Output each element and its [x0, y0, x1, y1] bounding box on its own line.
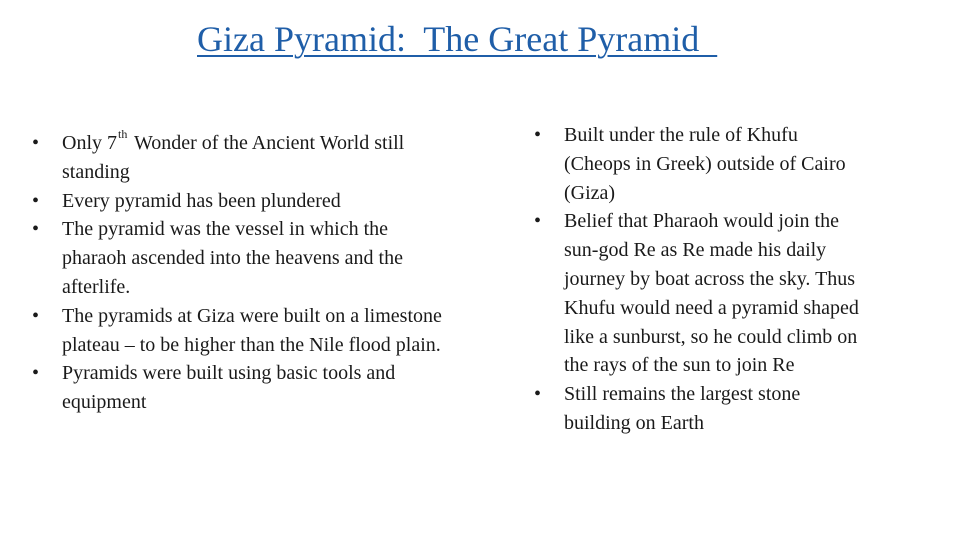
list-item-text: The pyramids at Giza were built on a limestone plateau – to be higher than the Nile flood plain. — [62, 304, 442, 356]
ordinal-suffix: th — [118, 127, 128, 142]
list-item-text: Still remains the largest stone building on Earth — [564, 383, 801, 434]
list-item — [32, 215, 452, 301]
bullet-icon: • — [32, 132, 40, 154]
list-item-text: The pyramid was the vessel in which the pharaoh ascended into the heavens and the afterlife. — [62, 218, 403, 298]
list-item — [32, 129, 452, 187]
list-item — [534, 380, 864, 438]
left-bullet-list — [32, 129, 452, 417]
bullet-icon: • — [32, 362, 40, 385]
list-item-text: Every pyramid has been plundered — [62, 189, 341, 212]
bullet-icon: • — [32, 218, 40, 241]
list-item — [534, 121, 864, 207]
slide-title: Giza Pyramid: The Great Pyramid — [197, 19, 718, 59]
bullet-icon: • — [534, 383, 542, 406]
list-item — [32, 359, 452, 417]
right-bullet-list — [534, 121, 864, 438]
list-item — [32, 302, 452, 360]
list-item-text: Belief that Pharaoh would join the sun-god Re as Re made his daily journey by boat across the sky. Thus Khufu would need a pyramid shaped like a sunburst, so he could climb on the rays of the sun to join Re — [564, 210, 859, 377]
bullet-icon: • — [32, 189, 40, 212]
list-item-text: Pyramids were built using basic tools and equipment — [62, 362, 396, 414]
list-item-text: Built under the rule of Khufu (Cheops in Greek) outside of Cairo (Giza) — [564, 124, 846, 204]
bullet-icon: • — [534, 124, 542, 146]
list-item — [534, 207, 864, 380]
bullet-icon: • — [32, 304, 40, 327]
list-item — [32, 187, 452, 216]
bullet-icon: • — [534, 210, 542, 233]
list-item-text: Only 7th Wonder of the Ancient World still standing — [62, 127, 405, 183]
